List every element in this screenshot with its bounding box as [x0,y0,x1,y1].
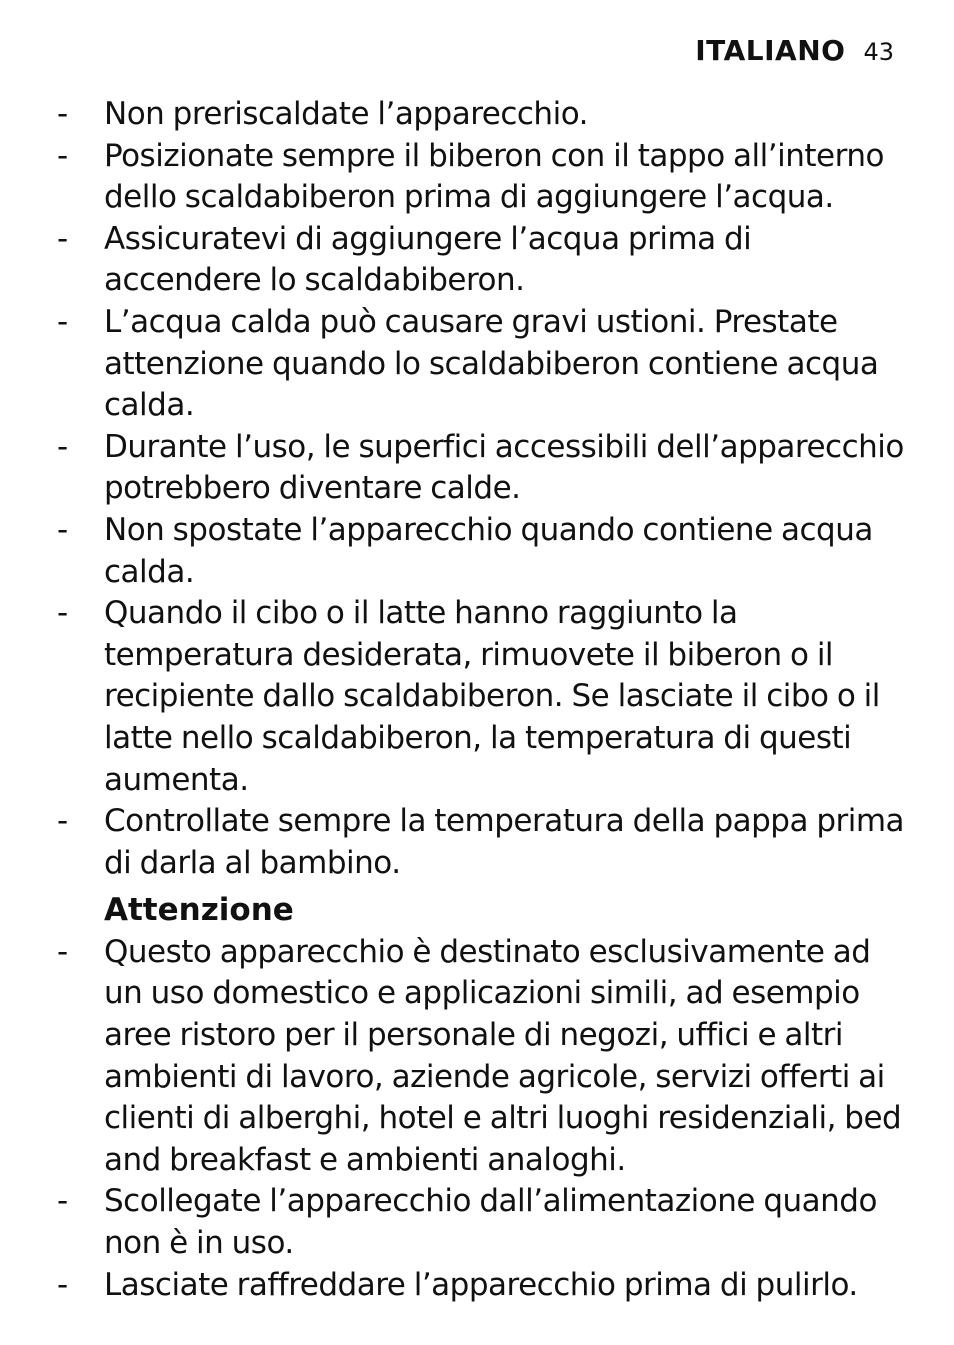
bullet-dash: - [57,1183,68,1220]
list-item [57,593,907,801]
warnings-list [57,94,907,884]
bullet-dash: - [57,137,68,174]
list-item [57,427,907,510]
list-item [57,510,907,593]
list-item [57,801,907,884]
bullet-dash: - [57,428,68,465]
list-item-text: Assicuratevi di aggiungere l’acqua prima di accendere lo scaldabiberon. [104,220,752,299]
list-item [57,932,907,1182]
list-item-text: Controllate sempre la temperatura della pappa prima di darla al bambino. [104,803,905,881]
bullet-dash: - [57,595,68,632]
list-item-text: Questo apparecchio è destinato esclusivamente ad un uso domestico e applicazioni simili, ad esempio aree ristoro per il personale di negozi, uffici e altri ambienti di lavoro, aziende agricole, servizi offerti ai clienti di alberghi, hotel e altri luoghi residenziali, bed and breakfast e ambienti analoghi. [104,933,902,1178]
list-item-text: Quando il cibo o il latte hanno raggiunto la temperatura desiderata, rimuovete il biberon o il recipiente dallo scaldabiberon. Se lasciate il cibo o il latte nello scaldabiberon, la temperatura di questi aumenta. [104,595,880,798]
section-title: ITALIANO [695,34,846,67]
bullet-dash: - [57,803,68,840]
list-item-text: Posizionate sempre il biberon con il tappo all’interno dello scaldabiberon prima di aggiungere l’acqua. [104,137,884,216]
list-item [57,1265,907,1307]
list-item-text: Lasciate raffreddare l’apparecchio prima di pulirlo. [104,1266,858,1303]
list-item [57,219,907,302]
list-item [57,302,907,427]
caution-list [57,932,907,1306]
page-header [695,34,894,67]
bullet-dash: - [57,511,68,548]
list-item [57,136,907,219]
list-item-text: Non preriscaldate l’apparecchio. [104,96,588,132]
list-item-text: Scollegate l’apparecchio dall’alimentazione quando non è in uso. [104,1183,877,1262]
list-item-text: Durante l’uso, le superfici accessibili dell’apparecchio potrebbero diventare calde. [104,428,904,507]
bullet-dash: - [57,220,68,257]
bullet-dash: - [57,96,68,132]
page-number: 43 [863,38,894,66]
list-item-text: L’acqua calda può causare gravi ustioni. Prestate attenzione quando lo scaldabiberon contiene acqua calda. [104,303,879,424]
page-content [57,94,907,1306]
caution-heading: Attenzione [104,892,294,929]
list-item [57,1181,907,1264]
bullet-dash: - [57,933,68,970]
bullet-dash: - [57,303,68,340]
list-item-text: Non spostate l’apparecchio quando contiene acqua calda. [104,511,873,590]
bullet-dash: - [57,1266,68,1303]
list-item [57,94,907,136]
